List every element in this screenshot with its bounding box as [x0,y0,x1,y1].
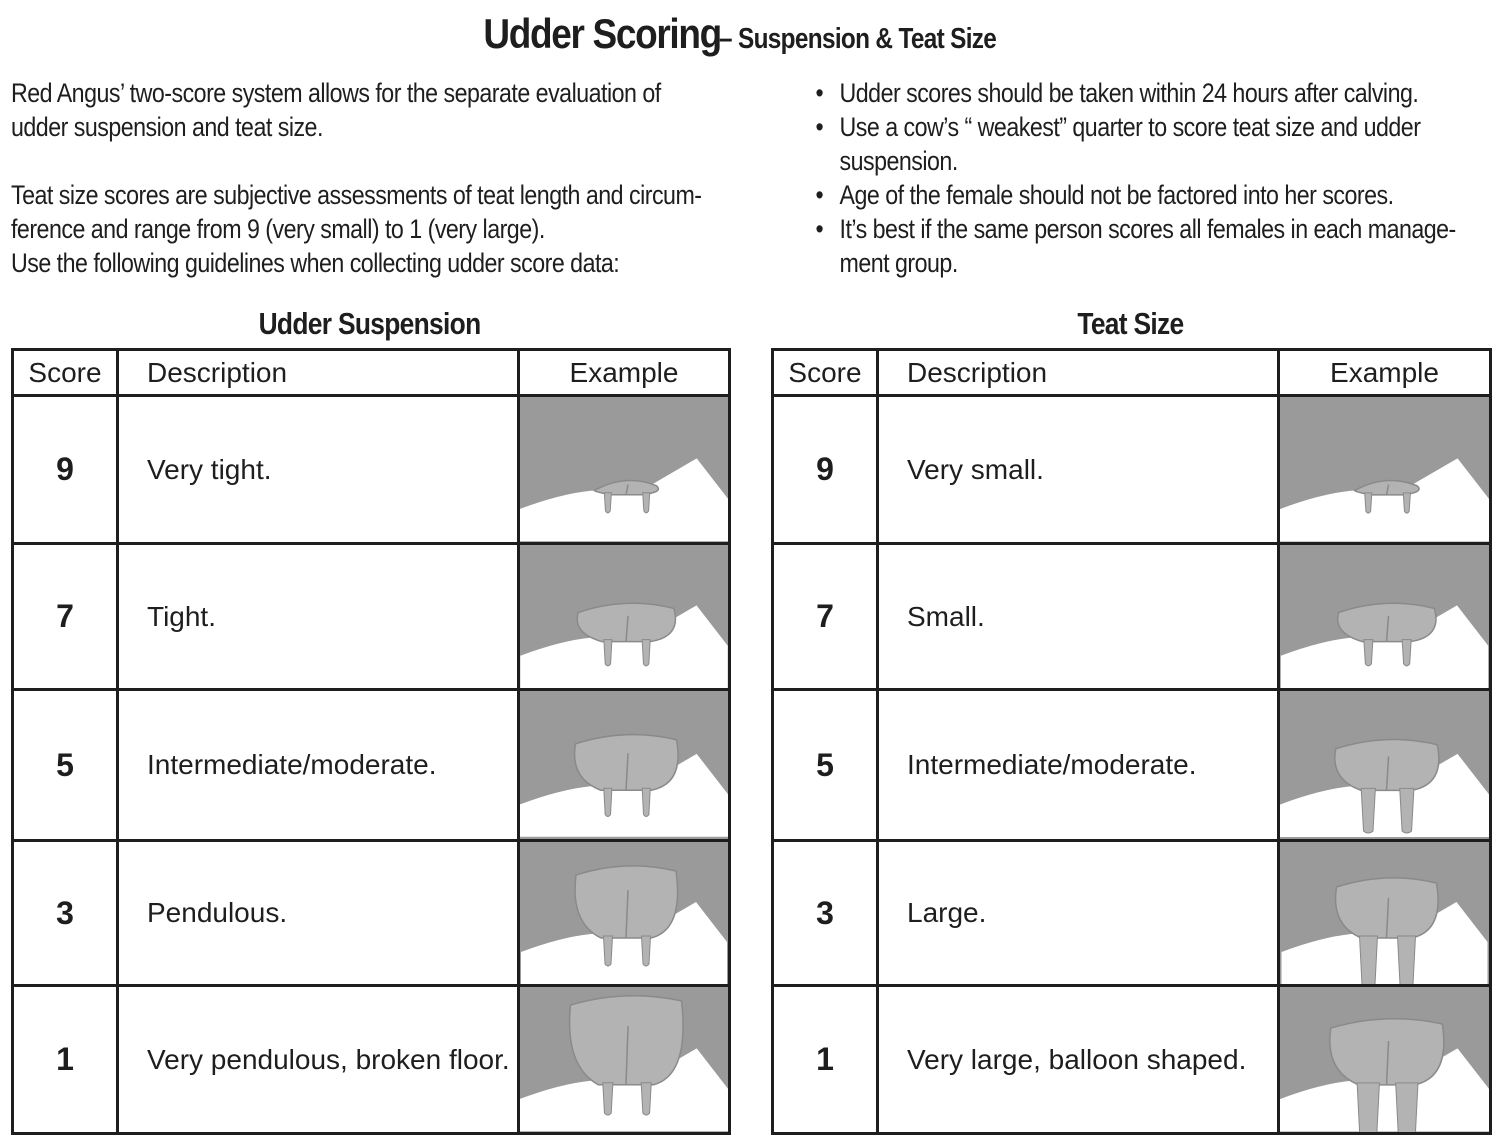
guideline-text: ment group. [839,248,958,278]
table-row [13,396,730,544]
guideline-text: It’s best if the same person scores all females in each manage- [839,214,1456,244]
teat-example-image [1279,841,1491,986]
udder-example-image [519,690,730,841]
score-value: 9 [13,396,118,544]
header-description: Description [878,350,1279,396]
teat-example-image [1279,396,1491,544]
header-score: Score [13,350,118,396]
score-description: Intermediate/moderate. [118,690,519,841]
header-example: Example [1279,350,1491,396]
header-example: Example [519,350,730,396]
score-value: 5 [13,690,118,841]
title-subtitle [719,23,996,56]
udder-example-image [519,986,730,1134]
bullet-icon: • [815,180,824,210]
udder-example-image [519,544,730,690]
guideline-text: Age of the female should not be factored into her scores. [839,180,1394,210]
score-value: 3 [773,841,878,986]
score-description: Small. [878,544,1279,690]
header-score: Score [773,350,878,396]
cow-udder-icon [520,691,728,839]
cow-udder-icon [520,397,728,542]
guideline-text: suspension. [839,146,958,176]
guidelines-list [812,76,1500,280]
bullet-icon: • [815,214,824,244]
table-header-row [13,350,730,396]
intro-text [11,76,702,280]
intro-line: Red Angus’ two-score system allows for the separate evaluation of [11,78,661,108]
score-value: 1 [13,986,118,1134]
score-description: Very small. [878,396,1279,544]
score-value: 1 [773,986,878,1134]
suspension-table [11,348,731,1135]
cow-udder-icon [1280,987,1489,1132]
score-description: Tight. [118,544,519,690]
score-value: 3 [13,841,118,986]
title-subtitle-text: Suspension & Teat Size [738,23,997,55]
table-header-row [773,350,1491,396]
score-value: 7 [773,544,878,690]
title-main: Udder Scoring [483,10,721,57]
cow-udder-icon [1280,545,1489,688]
guideline-item [812,110,1500,178]
score-value: 7 [13,544,118,690]
table-row [773,841,1491,986]
cow-udder-icon [1280,691,1489,839]
guideline-item [812,76,1500,110]
score-value: 9 [773,396,878,544]
score-description: Very tight. [118,396,519,544]
table-row [773,396,1491,544]
teat-size-table [771,348,1492,1135]
intro-line: ference and range from 9 (very small) to 1 (very large). [11,214,545,244]
teat-example-image [1279,544,1491,690]
udder-example-image [519,396,730,544]
table-row [13,690,730,841]
bullet-icon: • [815,112,824,142]
table-row [773,986,1491,1134]
score-description: Very pendulous, broken floor. [118,986,519,1134]
table-row [13,544,730,690]
cow-udder-icon [520,842,728,984]
table-row [13,986,730,1134]
guideline-text: Udder scores should be taken within 24 hours after calving. [839,78,1419,108]
guideline-text: Use a cow’s “ weakest” quarter to score teat size and udder [839,112,1421,142]
table-row [773,690,1491,841]
cow-udder-icon [1280,397,1489,542]
table-row [773,544,1491,690]
cow-udder-icon [520,545,728,688]
score-description: Pendulous. [118,841,519,986]
teat-table-title: Teat Size [1076,306,1184,341]
intro-line: Teat size scores are subjective assessments of teat length and circum- [11,180,702,210]
score-description: Large. [878,841,1279,986]
intro-line: udder suspension and teat size. [11,112,323,142]
teat-example-image [1279,986,1491,1134]
bullet-icon: • [815,78,824,108]
guideline-item [812,212,1500,280]
table-row [13,841,730,986]
udder-example-image [519,841,730,986]
score-description: Intermediate/moderate. [878,690,1279,841]
guideline-item [812,178,1500,212]
score-description: Very large, balloon shaped. [878,986,1279,1134]
title-separator: – [719,23,733,55]
score-value: 5 [773,690,878,841]
header-description: Description [118,350,519,396]
cow-udder-icon [520,987,728,1132]
cow-udder-icon [1280,842,1489,984]
suspension-table-title: Udder Suspension [258,306,481,341]
intro-line: Use the following guidelines when collecting udder score data: [11,248,620,278]
teat-example-image [1279,690,1491,841]
page-title [0,10,1500,68]
